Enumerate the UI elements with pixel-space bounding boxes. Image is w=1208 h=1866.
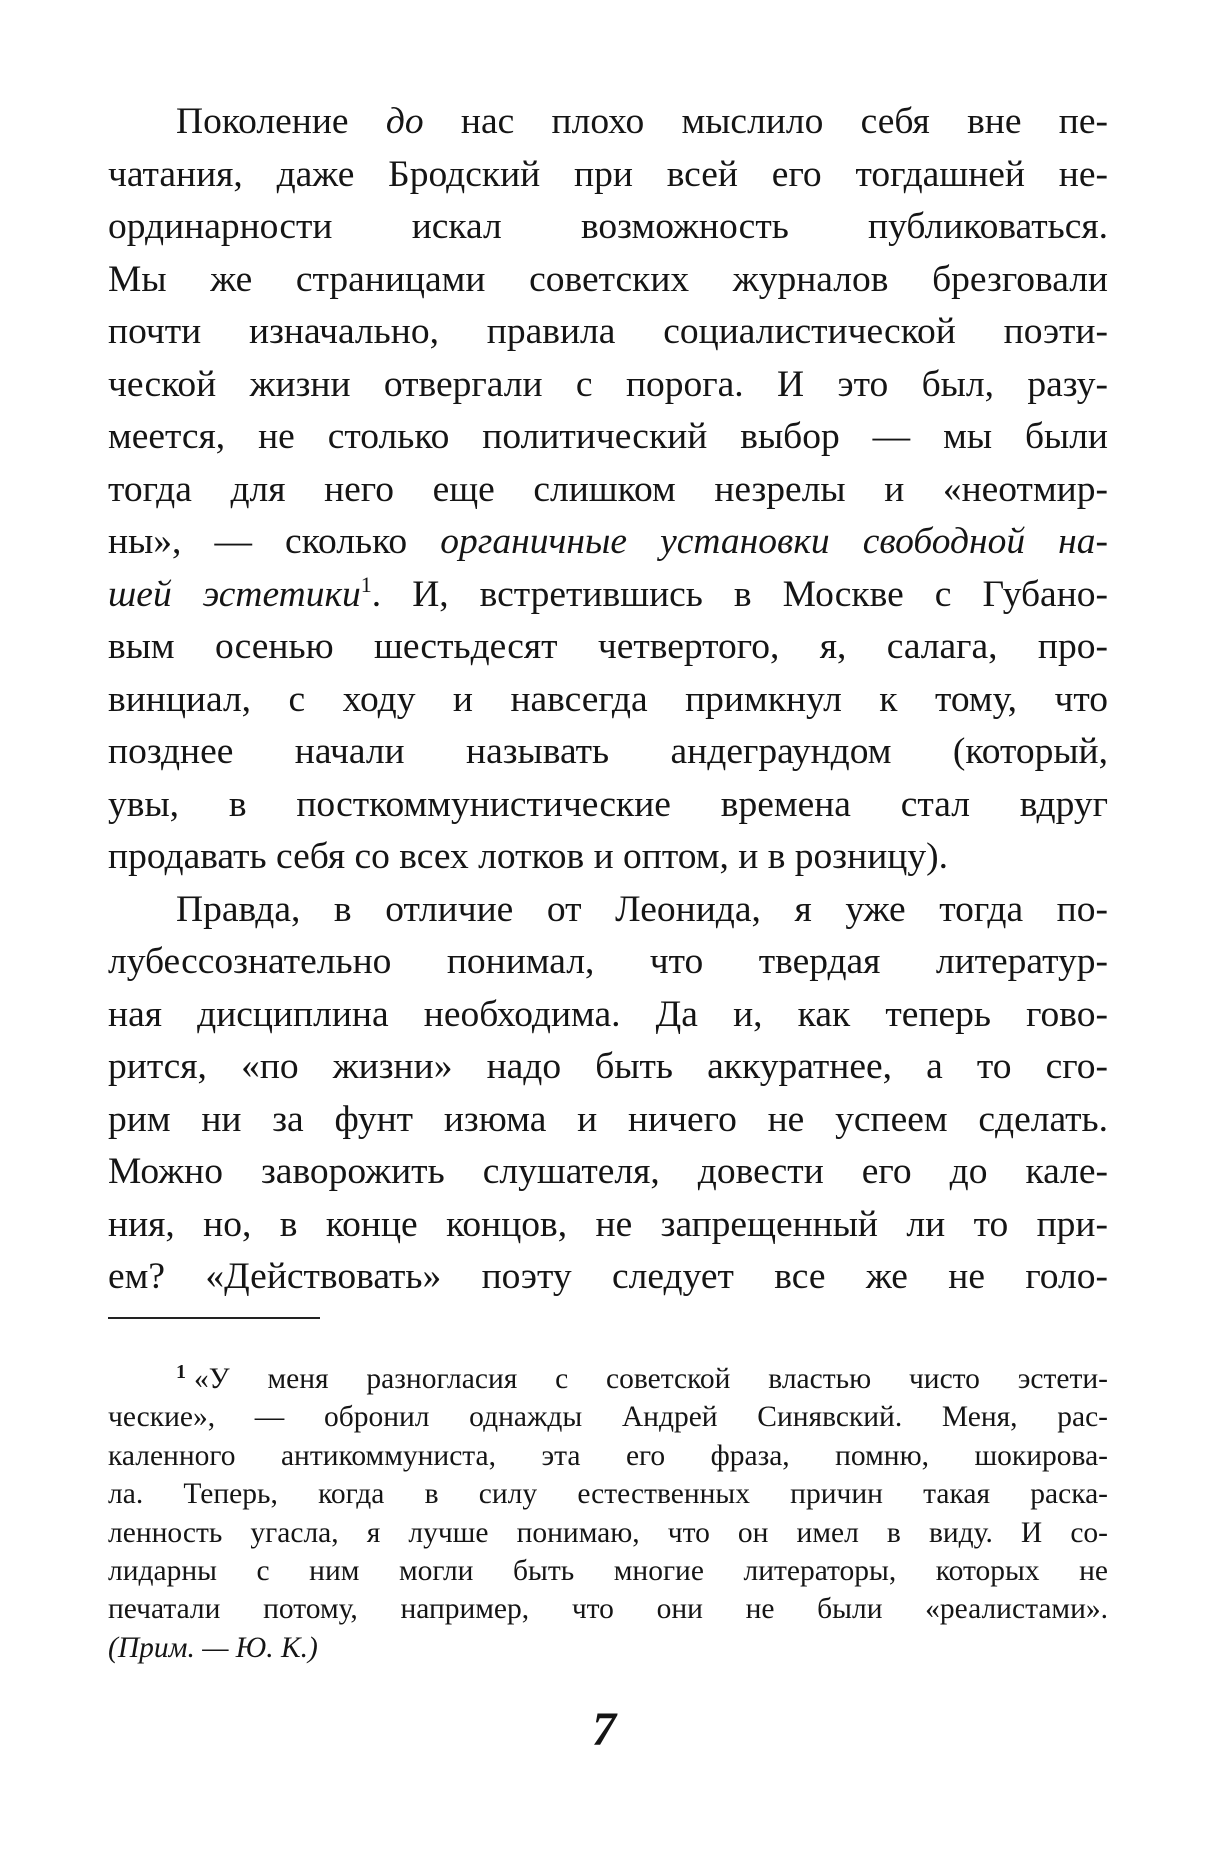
main-text bbox=[108, 96, 1108, 1304]
text-line: Правда, в отличие от Леонида, я уже тогда по- bbox=[176, 888, 1108, 930]
footnote-attribution: (Прим. — Ю. К.) bbox=[108, 1631, 318, 1664]
text-line: продавать себя со всех лотков и оптом, и в розницу). bbox=[108, 836, 948, 877]
text-line: Можно заворожить слушателя, довести его до кале- bbox=[108, 1151, 1108, 1192]
footnote-line: ла. Теперь, когда в силу естественных причин такая раска- bbox=[108, 1478, 1108, 1511]
footnote-divider bbox=[108, 1317, 320, 1319]
text-line: увы, в посткоммунистические времена стал вдруг bbox=[108, 783, 1108, 825]
text-line: Мы же страницами советских журналов брезговали bbox=[108, 258, 1108, 300]
footnote-line: лидарны с ним могли быть многие литераторы, которых не bbox=[108, 1554, 1108, 1587]
footnote-line: ческие», — обронил однажды Андрей Синявский. Меня, рас- bbox=[108, 1401, 1108, 1434]
text-line: Поколение до нас плохо мыслило себя вне пе- bbox=[176, 101, 1108, 142]
text-line: ны», — сколько органичные установки свободной на- bbox=[108, 521, 1108, 562]
paragraph-2 bbox=[108, 884, 1108, 1304]
paragraph-1 bbox=[108, 96, 1108, 884]
text-line: ная дисциплина необходима. Да и, как теперь гово- bbox=[108, 993, 1108, 1035]
footnote-line: каленного антикоммуниста, эта его фраза, помню, шокирова- bbox=[108, 1439, 1108, 1472]
footnote-line: $^1$ «У меня разногласия с советской властью чисто эстети- bbox=[176, 1361, 1108, 1395]
text-line: меется, не столько политический выбор — мы были bbox=[108, 416, 1108, 457]
text-line: рится, «по жизни» надо быть аккуратнее, а то сго- bbox=[108, 1046, 1108, 1087]
text-line: почти изначально, правила социалистической поэти- bbox=[108, 311, 1108, 352]
text-line: чатания, даже Бродский при всей его тогдашней не- bbox=[108, 153, 1108, 195]
text-line: ем? «Действовать» поэту следует все же не голо- bbox=[108, 1256, 1108, 1297]
footnote bbox=[108, 1360, 1108, 1667]
page-number: 7 bbox=[592, 1703, 616, 1756]
text-line: ординарности искал возможность публиковаться. bbox=[108, 206, 1108, 247]
footnote-line: печатали потому, например, что они не были «реалистами». bbox=[108, 1593, 1108, 1626]
text-line: рим ни за фунт изюма и ничего не успеем сделать. bbox=[108, 1098, 1108, 1140]
text-line: позднее начали называть андеграундом (который, bbox=[108, 731, 1108, 772]
text-line: ния, но, в конце концов, не запрещенный ли то при- bbox=[108, 1203, 1108, 1245]
text-line: тогда для него еще слишком незрелы и «неотмир- bbox=[108, 468, 1108, 510]
footnote-reference: 1 bbox=[360, 571, 372, 597]
footnote-line: ленность угасла, я лучше понимаю, что он имел в виду. И со- bbox=[108, 1516, 1108, 1549]
text-line: лубессознательно понимал, что твердая литератур- bbox=[108, 941, 1108, 982]
text-line: ческой жизни отвергали с порога. И это был, разу- bbox=[108, 363, 1108, 405]
text-line: вым осенью шестьдесят четвертого, я, салага, про- bbox=[108, 626, 1108, 667]
text-line: шей эстетики$^1$. И, встретившись в Москве с Губано- bbox=[108, 571, 1108, 615]
text-line: винциал, с ходу и навсегда примкнул к тому, что bbox=[108, 678, 1108, 720]
footnote-marker: 1 bbox=[176, 1361, 186, 1383]
